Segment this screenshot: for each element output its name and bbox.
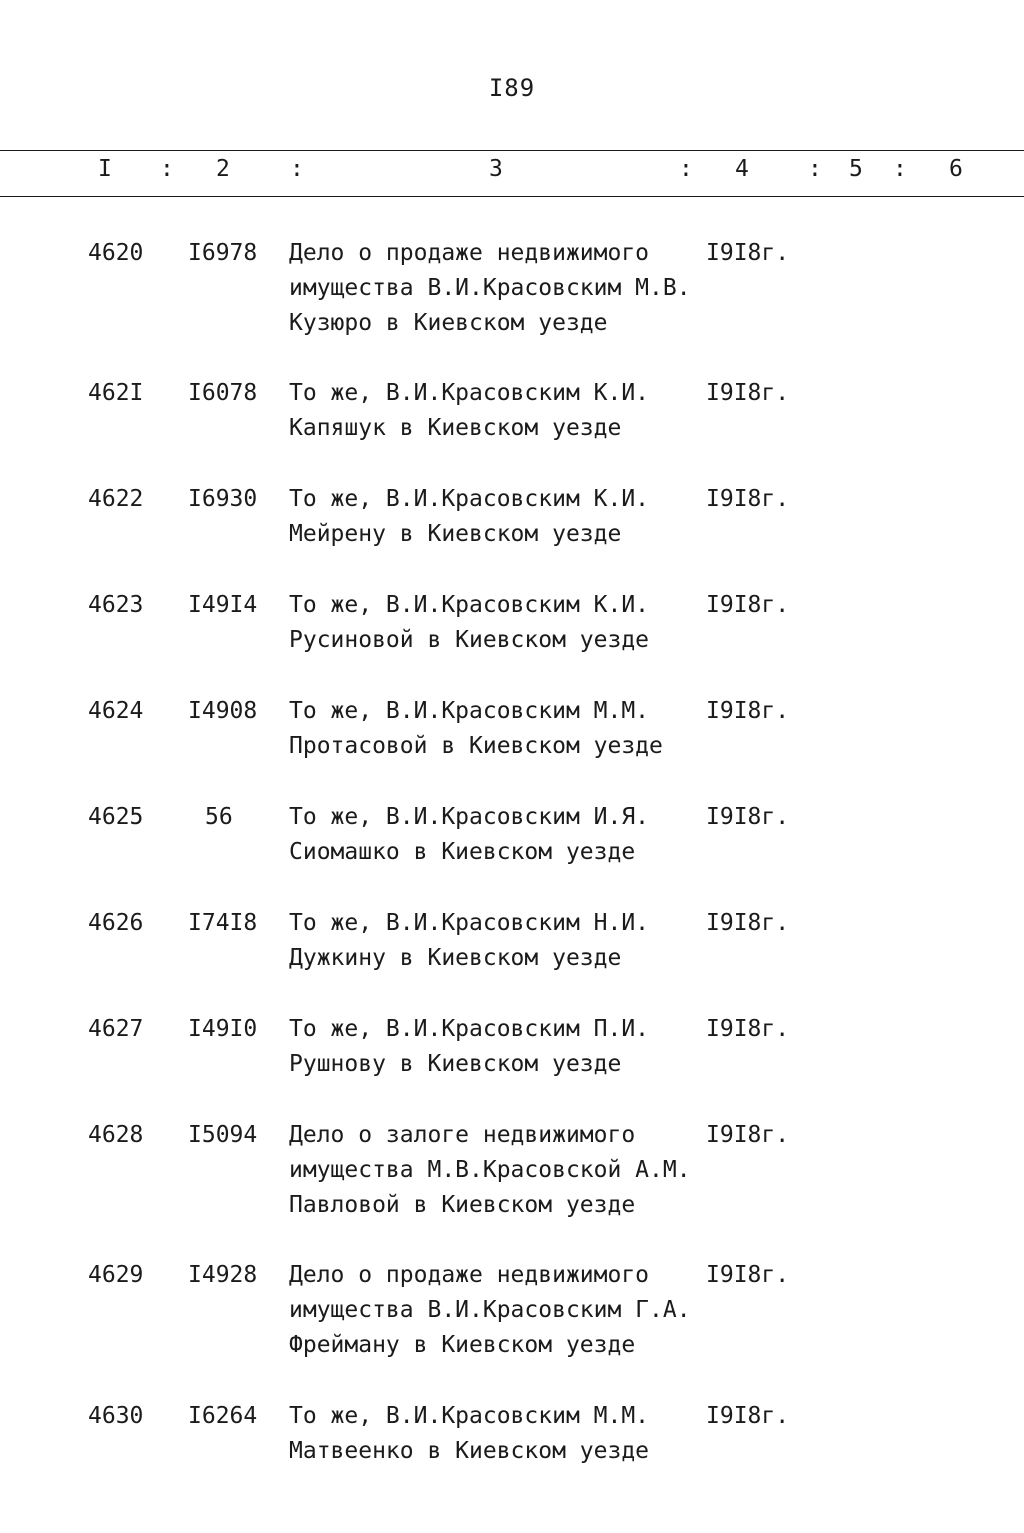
record-number: 4624 <box>88 698 144 724</box>
record-number: 4626 <box>88 910 144 936</box>
record-year: I9I8г. <box>706 804 790 830</box>
record-code: I6930 <box>188 486 258 512</box>
description-line: То же, В.И.Красовским К.И. <box>289 592 650 618</box>
column-separator: : <box>893 156 907 182</box>
description-line: имущества В.И.Красовским Г.А. <box>289 1297 691 1323</box>
record-year: I9I8г. <box>706 486 790 512</box>
record-year: I9I8г. <box>706 1016 790 1042</box>
record-description <box>289 1118 709 1223</box>
record-row <box>0 800 1024 870</box>
record-row <box>0 1118 1024 1223</box>
description-line: Кузюро в Киевском уезде <box>289 310 608 336</box>
description-line: Дело о залоге недвижимого <box>289 1122 636 1148</box>
record-row <box>0 482 1024 552</box>
description-line: Фрейману в Киевском уезде <box>289 1332 636 1358</box>
description-line: То же, В.И.Красовским М.М. <box>289 1403 650 1429</box>
record-row <box>0 376 1024 446</box>
record-year: I9I8г. <box>706 1262 790 1288</box>
records-list <box>0 236 1024 1469</box>
record-number: 4629 <box>88 1262 144 1288</box>
record-description <box>289 906 709 976</box>
description-line: То же, В.И.Красовским Н.И. <box>289 910 650 936</box>
description-line: Матвеенко в Киевском уезде <box>289 1438 650 1464</box>
description-line: имущества В.И.Красовским М.В. <box>289 275 691 301</box>
record-year: I9I8г. <box>706 1122 790 1148</box>
description-line: Протасовой в Киевском уезде <box>289 733 663 759</box>
record-year: I9I8г. <box>706 698 790 724</box>
header-top-rule <box>0 150 1024 151</box>
column-separator: : <box>679 156 693 182</box>
description-line: То же, В.И.Красовским М.М. <box>289 698 650 724</box>
description-line: То же, В.И.Красовским К.И. <box>289 486 650 512</box>
record-code: I49I0 <box>188 1016 258 1042</box>
description-line: Капяшук в Киевском уезде <box>289 415 622 441</box>
record-description <box>289 588 709 658</box>
record-code: I6978 <box>188 240 258 266</box>
record-row <box>0 588 1024 658</box>
record-code: I4928 <box>188 1262 258 1288</box>
record-year: I9I8г. <box>706 1403 790 1429</box>
record-code: I5094 <box>188 1122 258 1148</box>
record-code: I6264 <box>188 1403 258 1429</box>
record-year: I9I8г. <box>706 592 790 618</box>
record-year: I9I8г. <box>706 240 790 266</box>
record-description <box>289 1012 709 1082</box>
header-bottom-rule <box>0 196 1024 197</box>
description-line: Мейрену в Киевском уезде <box>289 521 622 547</box>
record-code: I49I4 <box>188 592 258 618</box>
record-number: 4623 <box>88 592 144 618</box>
record-description <box>289 376 709 446</box>
column-header-1: I <box>98 156 112 182</box>
column-separator: : <box>808 156 822 182</box>
record-code: I4908 <box>188 698 258 724</box>
record-number: 4627 <box>88 1016 144 1042</box>
record-code: 56 <box>205 804 233 830</box>
description-line: То же, В.И.Красовским К.И. <box>289 380 650 406</box>
column-header-4: 4 <box>735 156 749 182</box>
record-number: 4620 <box>88 240 144 266</box>
column-header-3: 3 <box>489 156 503 182</box>
record-number: 4630 <box>88 1403 144 1429</box>
column-header-6: 6 <box>949 156 963 182</box>
record-year: I9I8г. <box>706 380 790 406</box>
description-line: Дело о продаже недвижимого <box>289 1262 650 1288</box>
description-line: Дело о продаже недвижимого <box>289 240 650 266</box>
record-description <box>289 482 709 552</box>
record-year: I9I8г. <box>706 910 790 936</box>
record-row <box>0 1399 1024 1469</box>
record-number: 462I <box>88 380 144 406</box>
column-header-5: 5 <box>849 156 863 182</box>
record-number: 4622 <box>88 486 144 512</box>
column-separator: : <box>160 156 174 182</box>
record-description <box>289 694 709 764</box>
record-row <box>0 1012 1024 1082</box>
record-row <box>0 236 1024 341</box>
record-description <box>289 800 709 870</box>
description-line: Дужкину в Киевском уезде <box>289 945 622 971</box>
record-code: I6078 <box>188 380 258 406</box>
record-row <box>0 906 1024 976</box>
description-line: Русиновой в Киевском уезде <box>289 627 650 653</box>
page-number: I89 <box>488 74 536 102</box>
record-description <box>289 1399 709 1469</box>
record-row <box>0 694 1024 764</box>
description-line: имущества М.В.Красовской А.М. <box>289 1157 691 1183</box>
record-row <box>0 1258 1024 1363</box>
description-line: То же, В.И.Красовским П.И. <box>289 1016 650 1042</box>
description-line: Рушнову в Киевском уезде <box>289 1051 622 1077</box>
column-header-row <box>0 156 1024 190</box>
description-line: То же, В.И.Красовским И.Я. <box>289 804 650 830</box>
record-description <box>289 1258 709 1363</box>
record-code: I74I8 <box>188 910 258 936</box>
record-description <box>289 236 709 341</box>
column-header-2: 2 <box>216 156 230 182</box>
description-line: Павловой в Киевском уезде <box>289 1192 636 1218</box>
record-number: 4625 <box>88 804 144 830</box>
description-line: Сиомашко в Киевском уезде <box>289 839 636 865</box>
record-number: 4628 <box>88 1122 144 1148</box>
column-separator: : <box>290 156 304 182</box>
